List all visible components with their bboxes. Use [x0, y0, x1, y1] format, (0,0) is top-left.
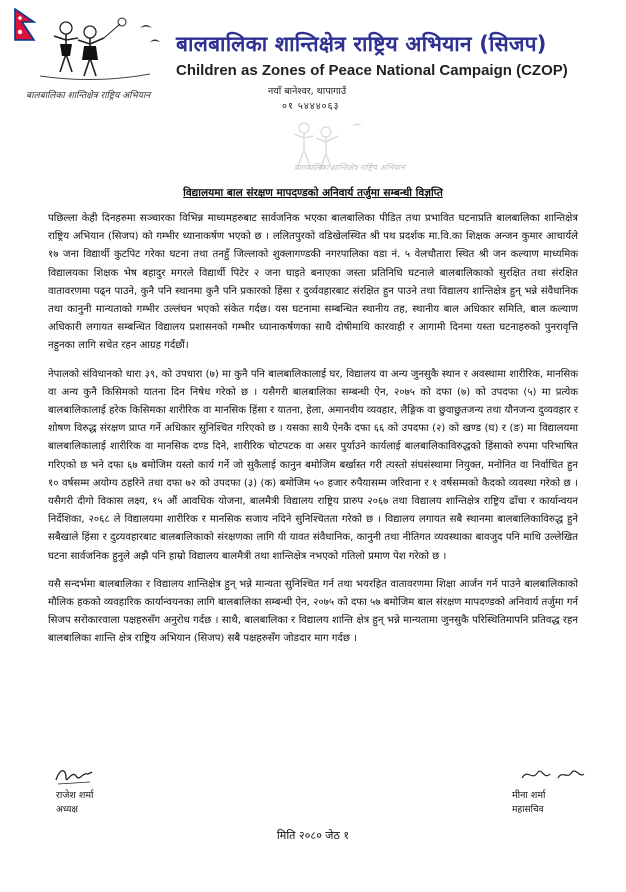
org-address: नयाँ बानेश्वर, थापागाउँ [268, 86, 347, 97]
signatory-role-left: अध्यक्ष [56, 805, 78, 815]
signature-mark-right [518, 764, 588, 786]
signatory-name-right: मीना शर्मा [512, 790, 546, 801]
signature-left [56, 789, 176, 817]
signatory-role-right: महासचिव [512, 805, 544, 815]
paragraph-2: नेपालको संविधानको धारा ३९, को उपधारा (७) मा कुनै पनि बालबालिकालाई घर, विद्यालय वा अन्य जुनसुकै स्थान र अवस्थामा शारीरिक, मानसिक वा अन्य कुनै किसिमको यातना दिन निषेध गरेको छ । यसैगरी बालबालिका सम्बन्धी ऐन, २०७५ को दफा (७) को उपदफा (५) मा प्रत्येक बालबालिकालाई हरेक किसिमका शारीरिक वा मानसिक हिंसा र यातना, हेला, अमानवीय व्यवहार, लैङ्गिक वा छुवाछुतजन्य तथा यौनजन्य दुव्यवहार र शोषण विरुद्ध संरक्षण प्राप्त गर्ने अधिकार सुनिश्चित गरिएको छ । यसका साथै ऐनकै दफा ६६ को उपदफा (२) को खण्ड (घ) र (ङ) मा विद्यालयमा बालबालिकालाई शारीरिक वा मानसिक दण्ड दिने, शारीरिक चोटपटक वा असर पुर्याउने कार्यलाई बालबालिकाविरुद्धको हिंसाको रुपमा परिभाषित गरिएको छ भने दफा ६७ बमोजिम यस्तो कार्य गर्ने जो सुकैलाई कानुन बमोजिम बर्खास्त गरी त्यस्तो संघसंस्थामा नियुक्त, मनोनित वा निर्वाचित हुन १० वर्षसम्म अयोग्य ठहरिने तथा दफा ७२ को उपदफा (३) (क) बमोजिम ५० हजार रुपैयासम्म जरिवाना र १ वर्षसम्मको कैदको व्यवस्था गरेको छ । यसैगरी दीगो विकास लक्ष्य, १५ औं आवधिक योजना, बालमैत्री विद्यालय राष्ट्रिय प्रारुप २०६७ तथा विद्यालय शान्तिक्षेत्र राष्ट्रिय ढाँचा र कार्यान्वयन निर्देशिका, २०६८ ले विद्यालयमा शारीरिक र मानसिक सजाय नदिने सुनिश्चितता गरेको छ । विद्यालय लगायत सबै स्थानमा बालबालिकाविरुद्ध हुने सबैखाले हिंसा र दुव्र्यवहारबाट बालबालिकाको संरक्षणका लागि यी यावत संवैधानिक, कानुनी तथा नीतिगत व्यवस्थाका बावजुद पनि माथि उल्लेखित घटना सार्वजनिक हुनुले अझै पनि हाम्रो विद्यालय बालमैत्री तथा शान्तिक्षेत्र नभएको गतिलो प्रमाण पेश गरेको छ । [48, 368, 578, 562]
paragraph-1: पछिल्ला केही दिनहरुमा सञ्चारका विभिन्न माध्यमहरुबाट सार्वजनिक भएका बालबालिका पीडित तथा प्रभावित घटनाप्रति बालबालिका शान्तिक्षेत्र राष्ट्रिय अभियान (सिजप) को गम्भीर ध्यानाकर्षण भएको छ । ललितपुरको वडिखेलस्थित श्री पथ प्रदर्शक मा.वि.का शिक्षक अन्जन कुमार आचार्यले १७ जना विद्यार्थी कुटपिट गरेका घटना तथा तनहुँ जिल्लाको शुक्लागण्डकी नगरपालिका वडा नं. ५ वेलचौतारा स्थित श्री जन कल्याण माध्यमिक विद्यालयका शिक्षक भेष बहादुर मगरले विद्यार्थी पिटेर २ जना घाइते बनाएका जस्ता प्रतिनिधि घटनाले बालबालिकाको सुरक्षित तथा संरक्षित वातावरणमा पढ्न पाउने, कुनै पनि स्थानमा कुनै पनि प्रकारको हिंसा र दुर्व्यवहारबाट संरक्षित हुन पाउने तथा विद्यालय शान्तिक्षेत्र हुन् भन्ने संवैधानिक तथा कानुनी मान्यताको गम्भीर उल्लंघन भएको संकेत गर्दछ। यस घटनामा सम्बन्धित स्थानीय तह, स्थानीय बाल अधिकार समिति, बाल कल्याण अधिकारी लगायत सम्बन्धित विद्यालय प्रशासनको गम्भीर ध्यानाकर्षणका साथै दोषीमाथि कारवाही र आगामी दिनमा यस्ता घटनाहरुको पुनरावृत्ति नहुनका लागि सचेत रहन आग्रह गर्दछौं। [48, 213, 578, 352]
org-phone: ०१ ५४४४०६३ [282, 101, 340, 112]
document-title: विद्यालयमा बाल संरक्षण मापदण्डको अनिवार्य तर्जुमा सम्बन्धी विज्ञप्ति [183, 187, 443, 199]
children-logo-icon [20, 14, 170, 84]
signatory-name-left: राजेश शर्मा [56, 790, 94, 801]
paragraph-3: यसै सन्दर्भमा बालबालिका र विद्यालय शान्तिक्षेत्र हुन् भन्ने मान्यता सुनिश्चित गर्न तथा भयरहित वातावरणमा शिक्षा आर्जन गर्न पाउने बालबालिकाको मौलिक हकको व्यवहारिक कार्यान्वयनका लागि बालबालिका सम्बन्धी ऐन, २०७५ को दफा ५७ बमोजिम बाल संरक्षण मापदण्डको अनिवार्य तर्जुमा गर्न सिजप सरोकारवाला पक्षहरुसँग अनुरोध गर्दछ । साथै, बालबालिका र विद्यालय शान्ति क्षेत्र हुन् भन्ने मान्यतामा जुनसुकै परिस्थितिमापनि प्रतिवद्ध रहन बालबालिका शान्ति क्षेत्र राष्ट्रिय अभियान (सिजप) सबै पक्षहरुसँग जोडदार माग गर्दछ । [48, 578, 578, 645]
watermark-caption: बालबालिका शान्तिक्षेत्र राष्ट्रिय अभियान [294, 163, 405, 172]
document-date: मिति २०८० जेठ १ [276, 829, 350, 842]
org-name-english: Children as Zones of Peace National Campaign (CZOP) [176, 62, 568, 79]
logo-caption: बालबालिका शान्तिक्षेत्र राष्ट्रिय अभियान [26, 91, 151, 101]
org-name-nepali: बालबालिका शान्तिक्षेत्र राष्ट्रिय अभियान (सिजप) [176, 32, 547, 56]
document-body [48, 210, 578, 659]
signature-right [512, 789, 612, 817]
signature-mark-left [52, 764, 96, 788]
